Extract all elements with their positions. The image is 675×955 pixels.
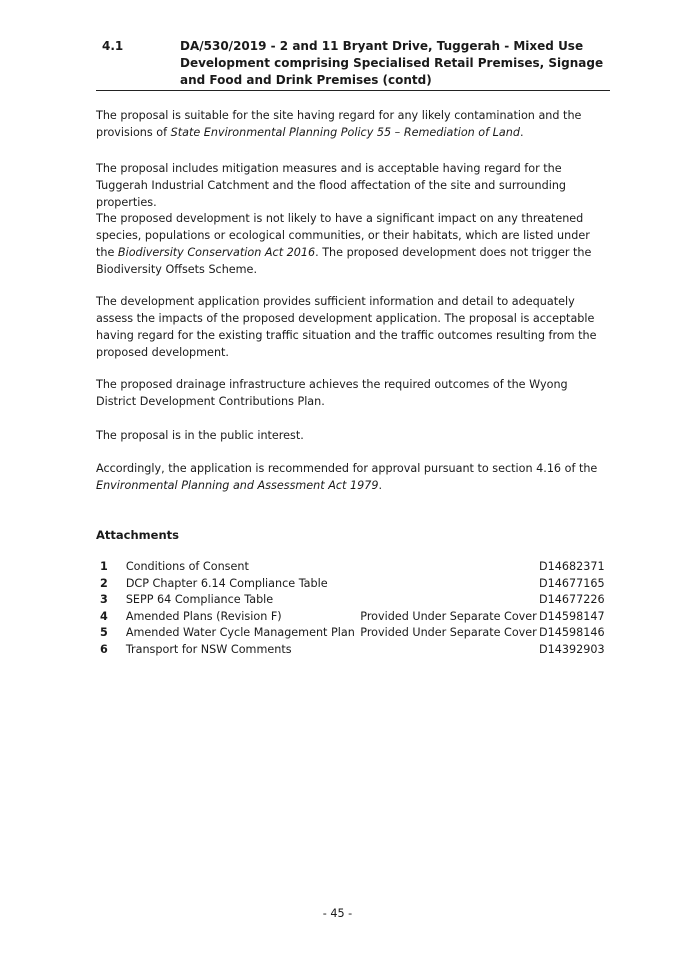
table-row — [96, 576, 611, 593]
table-row — [96, 609, 611, 626]
attachments-table — [96, 559, 611, 658]
attachment-number: 3 — [100, 593, 108, 606]
attachment-note — [360, 592, 539, 609]
paragraph-text: . The proposed development does not trigger the Biodiversity Offsets Scheme. — [96, 246, 592, 276]
attachment-note — [360, 559, 539, 576]
paragraph-traffic: The development application provides sufficient information and detail to adequately assess the impacts of the proposed development application. The proposal is acceptable having regard for the existing traffic situation and the traffic outcomes resulting from the proposed development. — [96, 295, 597, 359]
attachment-title: Amended Plans (Revision F) — [125, 609, 282, 623]
attachment-number: 5 — [100, 626, 108, 639]
attachment-note: Provided Under Separate Cover — [360, 626, 537, 639]
paragraph-biodiversity — [96, 210, 611, 278]
attachment-title: SEPP 64 Compliance Table — [125, 593, 274, 606]
attachment-note — [360, 642, 539, 659]
ep-and-a-act-citation: Environmental Planning and Assessment Act 1979 — [96, 479, 379, 492]
attachment-note — [360, 576, 539, 593]
paragraph-text: . — [519, 126, 524, 139]
table-row — [96, 642, 611, 659]
paragraph-text: . — [378, 479, 382, 492]
report-item-header — [96, 38, 610, 91]
attachment-reference: D14598147 — [539, 609, 605, 623]
attachment-number: 6 — [100, 642, 108, 656]
attachment-number: 4 — [100, 609, 108, 623]
attachment-reference: D14677165 — [539, 576, 605, 590]
item-title: DA/530/2019 - 2 and 11 Bryant Drive, Tuggerah - Mixed Use Development comprising Specialised Retail Premises, Signage and Food and Drink Premises (contd) — [180, 39, 604, 87]
attachment-number: 1 — [100, 560, 108, 573]
attachment-note: Provided Under Separate Cover — [360, 609, 537, 623]
table-row — [96, 625, 611, 642]
attachment-title: Conditions of Consent — [125, 560, 249, 573]
paragraph-public-interest: The proposal is in the public interest. — [96, 429, 304, 442]
attachment-reference: D14677226 — [539, 593, 605, 606]
item-number: 4.1 — [102, 39, 124, 53]
sepp-55-citation: State Environmental Planning Policy 55 – Remediation of Land — [170, 126, 520, 139]
paragraph-text: The proposed development is not likely to have a significant impact on any threatened species, populations or ecological communities, or their habitats, which are listed under the — [96, 212, 590, 259]
biodiversity-act-citation: Biodiversity Conservation Act 2016 — [117, 246, 316, 259]
attachment-title: DCP Chapter 6.14 Compliance Table — [125, 576, 328, 590]
paragraph-text: Accordingly, the application is recommended for approval pursuant to section 4.16 of the — [96, 462, 598, 475]
page-number: - 45 - — [322, 907, 353, 920]
paragraph-contamination — [96, 107, 611, 141]
table-row — [96, 559, 611, 576]
paragraph-flood: The proposal includes mitigation measures and is acceptable having regard for the Tuggerah Industrial Catchment and the flood affectation of the site and surrounding properties. — [96, 162, 567, 209]
attachments-heading: Attachments — [96, 528, 179, 542]
attachment-reference: D14682371 — [539, 560, 605, 573]
attachment-reference: D14392903 — [539, 642, 605, 656]
attachment-title: Transport for NSW Comments — [125, 642, 292, 656]
paragraph-recommendation — [96, 460, 611, 494]
attachment-number: 2 — [100, 576, 108, 590]
paragraph-text: The proposal is suitable for the site having regard for any likely contamination and the provisions of — [96, 109, 582, 139]
table-row — [96, 592, 611, 609]
attachment-title: Amended Water Cycle Management Plan — [125, 626, 355, 639]
paragraph-drainage: The proposed drainage infrastructure achieves the required outcomes of the Wyong District Development Contributions Plan. — [96, 378, 568, 408]
attachment-reference: D14598146 — [539, 626, 605, 639]
